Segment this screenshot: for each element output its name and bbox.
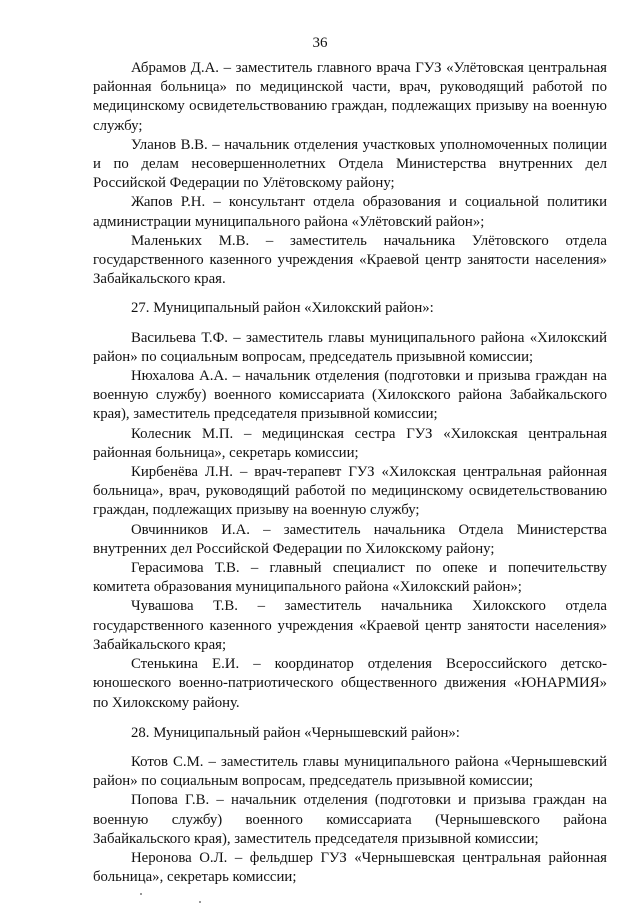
member-entry: Уланов В.В. – начальник отделения участковых уполномоченных полиции и по делам несовершеннолетних Отдела Министерства внутренних дел Российской Федерации по Улётовскому району;: [93, 136, 607, 192]
member-entry: Нюхалова А.А. – начальник отделения (подготовки и призыва граждан на военную службу) военного комиссариата (Хилокского района Забайкальского края), заместитель председателя призывной комиссии;: [93, 368, 607, 423]
section-chernyshevsk: [93, 724, 607, 888]
section-heading: 28. Муниципальный район «Чернышевский район»:: [131, 724, 460, 741]
member-entry: Колесник М.П. – медицинская сестра ГУЗ «Хилокская центральная районная больница», секретарь комиссии;: [93, 425, 607, 461]
document-body: [93, 59, 607, 887]
member-entry: Кирбенёва Л.Н. – врач-терапевт ГУЗ «Хилокская центральная районная больница», врач, руководящий работой по медицинскому освидетельствованию граждан, подлежащих призыву на военную службу;: [93, 464, 607, 519]
scan-speck: [140, 893, 142, 895]
section-khilok: [93, 299, 607, 712]
member-entry: Котов С.М. – заместитель главы муниципального района «Чернышевский район» по социальным вопросам, председатель призывной комиссии;: [93, 753, 607, 790]
member-entry: Неронова О.Л. – фельдшер ГУЗ «Чернышевская центральная районная больница», секретарь комиссии;: [93, 849, 607, 886]
member-entry: Овчинников И.А. – заместитель начальника Отдела Министерства внутренних дел Российской Федерации по Хилокскому району;: [93, 521, 607, 557]
section-heading: 27. Муниципальный район «Хилокский район»:: [131, 300, 434, 317]
member-entry: Абрамов Д.А. – заместитель главного врача ГУЗ «Улётовская центральная районная больница» по медицинской части, врач, руководящий работой по медицинскому освидетельствованию граждан, подлежащих призыву на военную службу;: [93, 60, 607, 134]
page-number: 36: [312, 35, 328, 51]
member-entry: Стенькина Е.И. – координатор отделения Всероссийского детско-юношеского военно-патриотического общественного движения «ЮНАРМИЯ» по Хилокскому району.: [93, 656, 607, 711]
member-entry: Маленьких М.В. – заместитель начальника Улётовского отдела государственного казенного учреждения «Краевой центр занятости населения» Забайкальского края.: [93, 232, 607, 288]
scan-speck: [199, 901, 201, 903]
member-entry: Попова Г.В. – начальник отделения (подготовки и призыва граждан на военную службу) военного комиссариата (Чернышевского района Забайкальского края), заместитель председателя призывной комиссии;: [93, 792, 607, 847]
member-entry: Васильева Т.Ф. – заместитель главы муниципального района «Хилокский район» по социальным вопросам, председатель призывной комиссии;: [93, 329, 607, 365]
member-entry: Жапов Р.Н. – консультант отдела образования и социальной политики администрации муниципального района «Улётовский район»;: [93, 194, 607, 230]
member-entry: Герасимова Т.В. – главный специалист по опеке и попечительству комитета образования муниципального района «Хилокский район»;: [93, 560, 607, 596]
prelude-block: [93, 59, 607, 289]
member-entry: Чувашова Т.В. – заместитель начальника Хилокского отдела государственного казенного учреждения «Краевой центр занятости населения» Забайкальского края;: [93, 598, 607, 653]
